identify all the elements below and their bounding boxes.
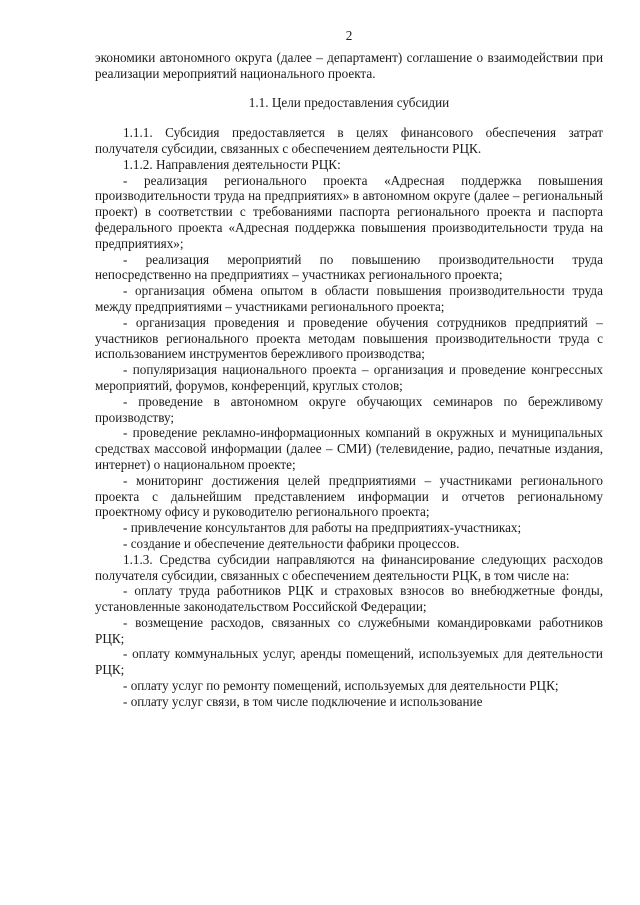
list-item: - создание и обеспечение деятельности фабрики процессов. <box>123 535 460 551</box>
list-item: - привлечение консультантов для работы на предприятиях-участниках; <box>123 520 522 536</box>
list-item: - проведение в автономном округе обучающих семинаров по бережливому производству; <box>95 393 603 425</box>
list-item: - организация проведения и проведение обучения сотрудников предприятий – участников регионального проекта методам повышения производительности труда с использованием инструментов бережливого производства; <box>95 314 603 362</box>
list-item: - оплату услуг по ремонту помещений, используемых для деятельности РЦК; <box>123 678 559 694</box>
list-item: - популяризация национального проекта – организация и проведение конгрессных мероприятий, форумов, конференций, круглых столов; <box>95 362 603 393</box>
list-item: - возмещение расходов, связанных со служебными командировками работников РЦК; <box>95 614 603 646</box>
paragraph-1-1-1: 1.1.1. Субсидия предоставляется в целях финансового обеспечения затрат получателя субсидии, связанных с обеспечением деятельности РЦК. <box>95 125 603 156</box>
document-page <box>95 28 603 710</box>
paragraph-1-1-3: 1.1.3. Средства субсидии направляются на финансирование следующих расходов получателя субсидии, связанных с обеспечением деятельности РЦК, в том числе на: <box>95 551 603 583</box>
list-item: - реализация регионального проекта «Адресная поддержка повышения производительности труда на предприятиях» в автономном округе (далее – региональный проект) в соответствии с требованиями паспорта регионального проекта и паспорта федерального проекта «Адресная поддержка повышения производительности труда на предприятиях»; <box>95 172 603 251</box>
list-item: - организация обмена опытом в области повышения производительности труда между предприятиями – участниками регионального проекта; <box>95 283 603 314</box>
page-number: 2 <box>345 28 353 43</box>
paragraph-1-1-2: 1.1.2. Направления деятельности РЦК: <box>123 156 341 172</box>
list-item: - проведение рекламно-информационных компаний в окружных и муниципальных средствах массовой информации (далее – СМИ) (телевидение, радио, печатные издания, интернет) о национальном проекте; <box>95 425 603 472</box>
list-item: - оплату труда работников РЦК и страховых взносов во внебюджетные фонды, установленные законодательством Российской Федерации; <box>95 583 603 615</box>
section-title: 1.1. Цели предоставления субсидии <box>248 95 450 111</box>
list-item: - оплату коммунальных услуг, аренды помещений, используемых для деятельности РЦК; <box>95 646 603 678</box>
intro-paragraph: экономики автономного округа (далее – департамент) соглашение о взаимодействии при реализации мероприятий национального проекта. <box>95 49 603 81</box>
list-item: - реализация мероприятий по повышению производительности труда непосредственно на предприятиях – участниках регионального проекта; <box>95 251 603 283</box>
list-item: - оплату услуг связи, в том числе подключение и использование <box>123 693 483 709</box>
list-item: - мониторинг достижения целей предприятиями – участниками регионального проекта с дальнейшим представлением информации и отчетов региональному проектному офису и руководителю регионального проекта; <box>95 472 603 520</box>
